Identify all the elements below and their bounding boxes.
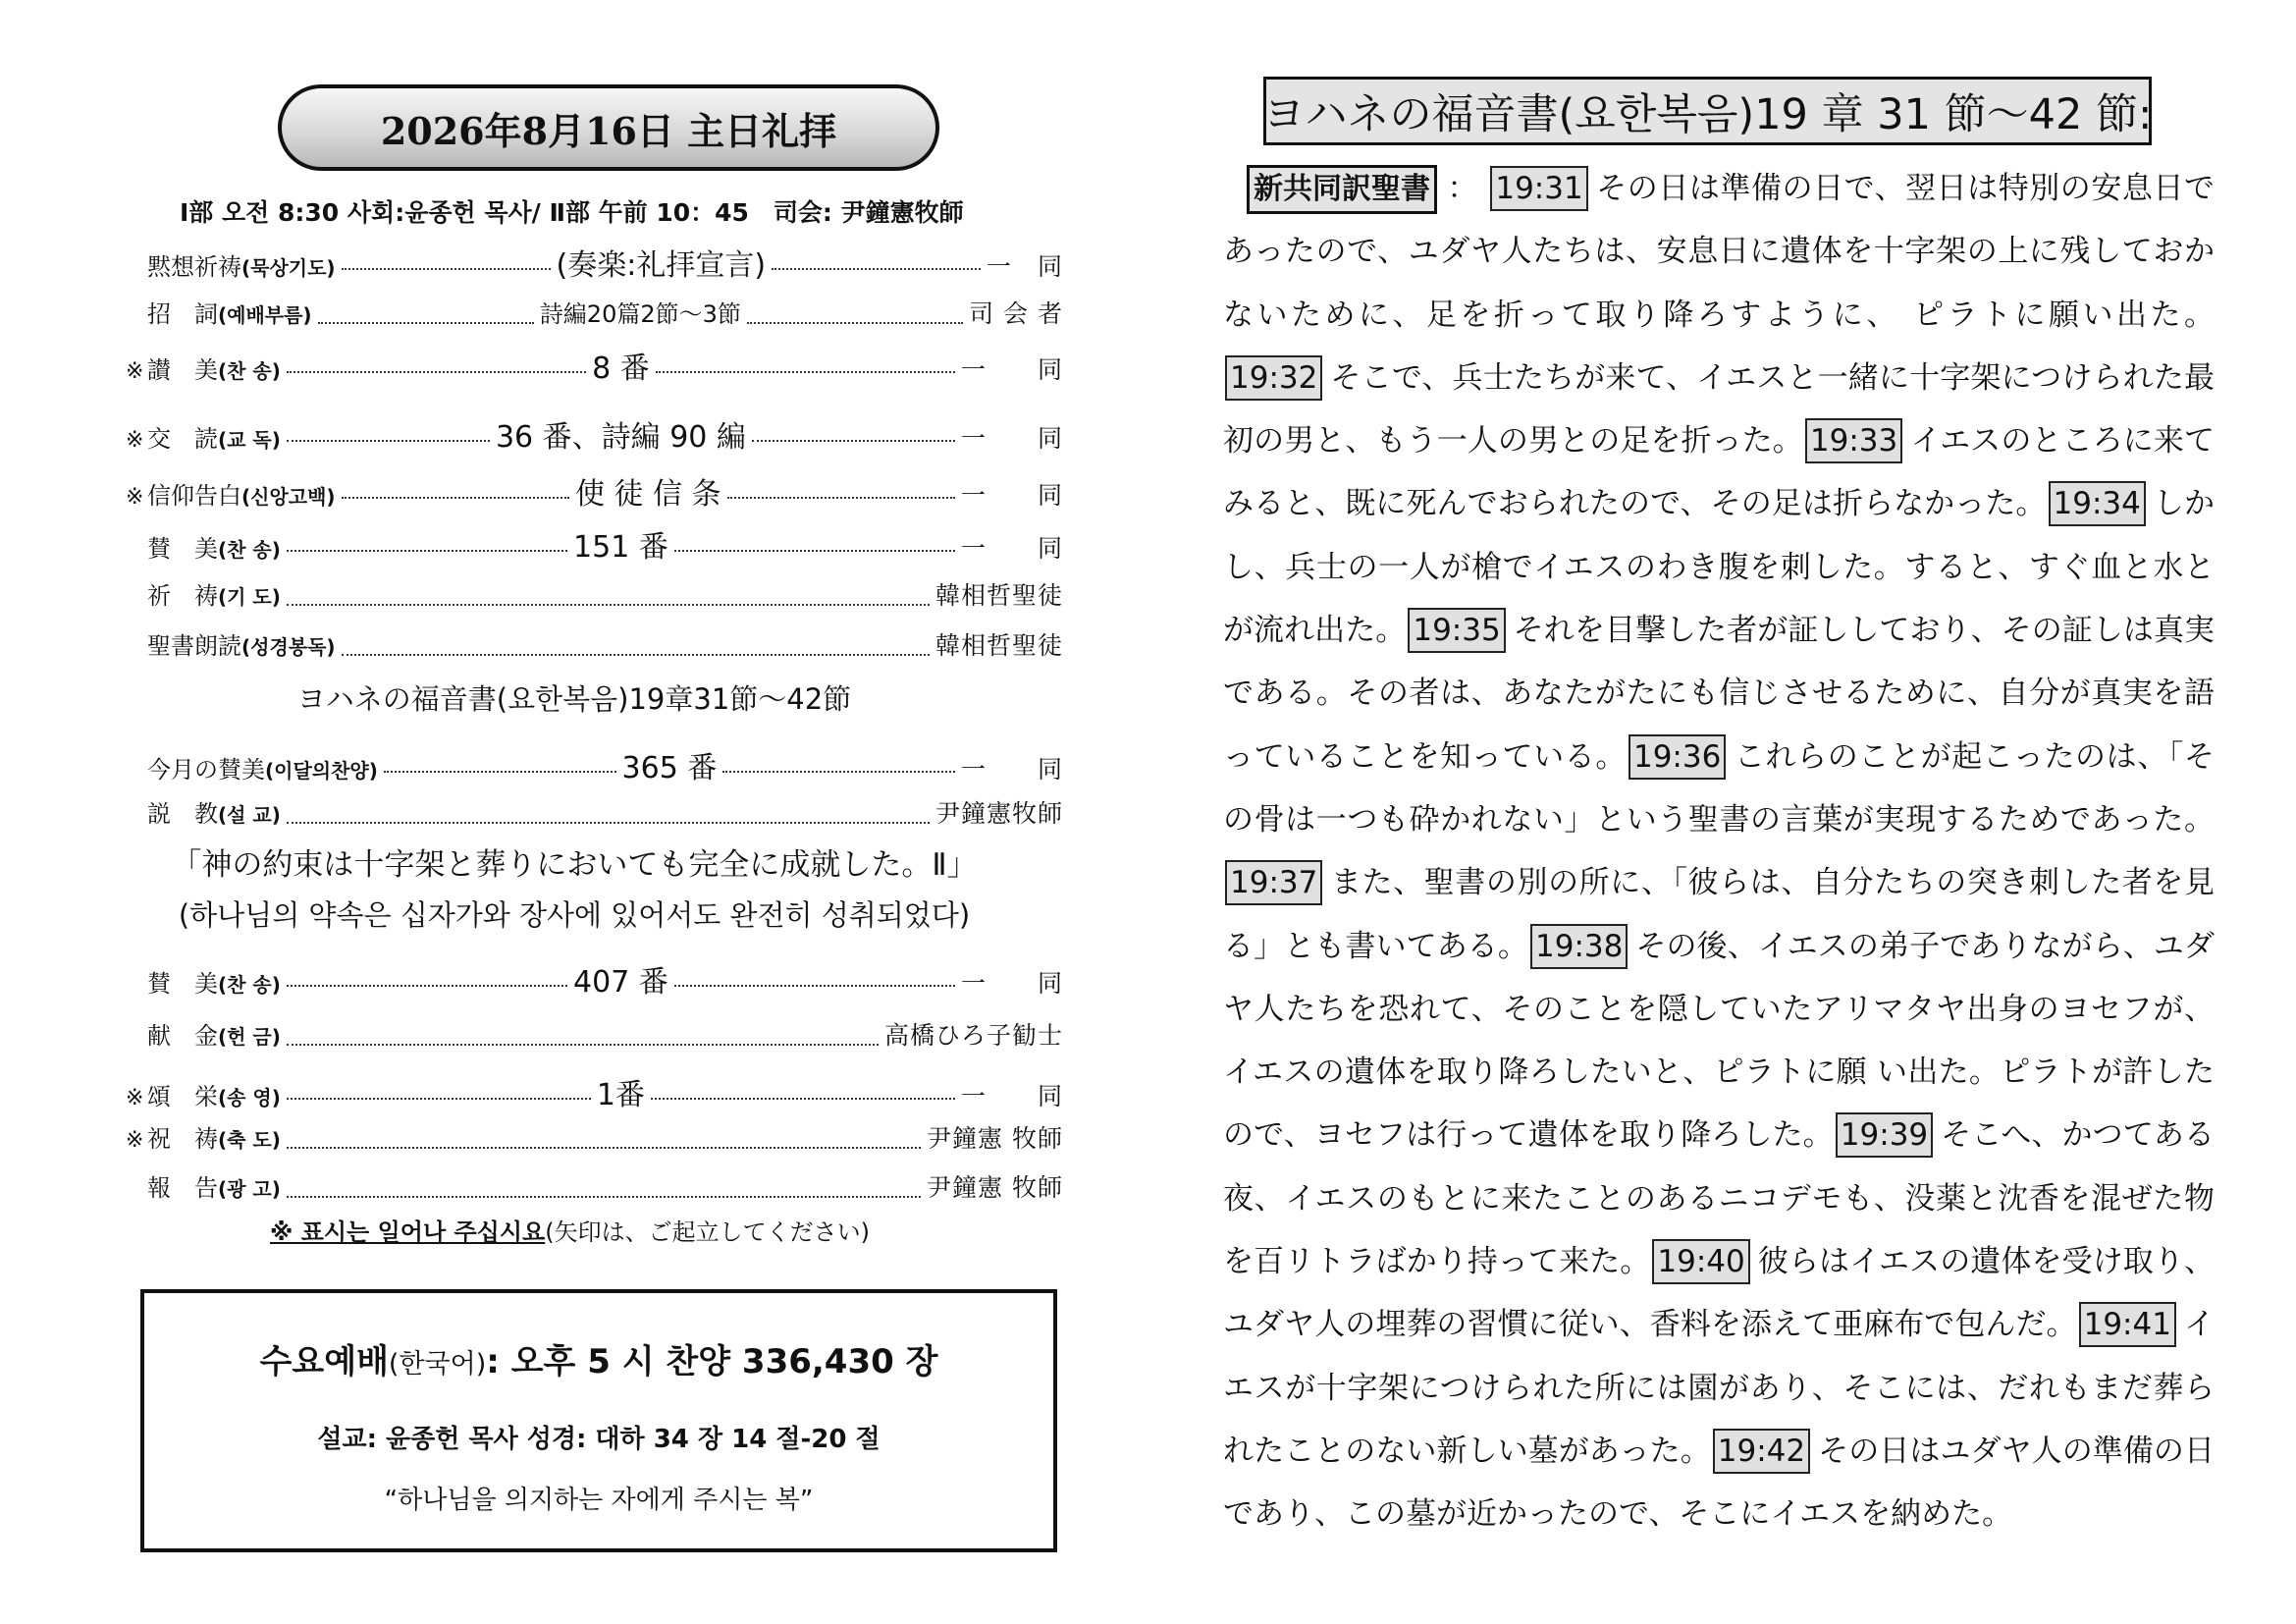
order-item-ko: (묵상기도) [241,256,336,280]
verse-text: しかし、兵士の一人が槍でイエスのわき腹を刺した。すると、すぐ血と水とが流れ出た。 [1223,486,2215,649]
order-row [126,626,1063,666]
order-detail: 詩編20篇2節～3節 [539,300,741,328]
leader-dots [747,321,963,324]
wednesday-time: : 오후 5 시 찬양 336,430 장 [486,1342,938,1381]
verse-number: 19:39 [1836,1112,1933,1158]
verse-number: 19:37 [1225,860,1322,905]
order-leader: 一 同 [961,755,1064,784]
order-leader: 尹鐘憲牧師 [934,799,1063,828]
verse-text: その日は準備の日で、翌日は特別の安息日であったので、ユダヤ人たちは、安息日に遺体を十字架の上に残しておかないために、足を折って取り降ろすように、 ピラトに願い出た。 [1223,171,2215,333]
order-item-ko: (신앙고백) [241,485,336,509]
order-detail: 8 番 [592,352,650,386]
order-row [126,295,1063,334]
order-item [147,794,281,829]
leader-dots [772,267,981,270]
order-row [126,1168,1063,1208]
verse-number: 19:38 [1530,924,1628,969]
order-item [147,1077,281,1111]
wednesday-heading [144,1334,1053,1382]
order-item-jp: 報 告 [147,1174,218,1202]
order-item [147,1119,281,1154]
order-detail: 1番 [596,1078,645,1112]
order-leader: 一 同 [960,1082,1063,1110]
order-detail: 使 徒 信 条 [574,477,721,512]
verse-text: イエスが十字架につけられた所には園があり、そこには、だれもまだ葬られたことのない新しい墓があった。 [1223,1307,2216,1469]
leader-dots [651,1097,955,1100]
order-item-ko: (찬 송) [218,538,281,562]
verse-text: その日はユダヤ人の準備の日であり、この墓が近かったので、そこにイエスを納めた。 [1223,1433,2215,1533]
order-leader: 一 同 [961,969,1064,998]
verse-number: 19:31 [1490,166,1587,211]
order-leader: 司 会 者 [969,299,1064,328]
leader-dots [287,439,490,442]
standing-note-ko: ※ 표시는 일어나 주십시요 [270,1218,546,1246]
order-detail: (奏楽:礼拝宣言) [556,248,767,283]
leader-dots [722,770,955,773]
order-row [126,794,1063,834]
wednesday-theme: “하나님을 의지하는 자에게 주시는 복” [384,1486,814,1515]
order-row [126,469,1063,512]
order-item [147,964,281,999]
passage-title [1263,77,2152,145]
verse-number: 19:36 [1629,734,1726,780]
order-row [126,344,1063,386]
order-item-ko: (찬 송) [218,973,281,997]
order-row [126,743,1063,783]
order-item [147,1168,281,1203]
order-leader: 一 同 [960,481,1063,510]
order-item-ko: (찬 송) [218,359,281,383]
service-title-text: 2026年8月16日 主日礼拝 [380,108,837,153]
order-row [126,412,1063,455]
standing-note-jp: (矢印は、ご起立してください) [545,1218,870,1246]
order-item [147,529,281,564]
order-detail: 407 番 [573,965,668,1000]
wednesday-title: 수요예배 [259,1342,389,1381]
order-item [147,476,336,511]
order-leader: 高橋ひろ子勧士 [883,1021,1063,1050]
order-row [126,1070,1063,1110]
verse-number: 19:42 [1713,1429,1810,1474]
order-item [147,1016,281,1051]
verse-number: 19:35 [1408,608,1505,653]
service-title [278,84,939,171]
order-leader: 韓相哲聖徒 [934,631,1063,660]
verse-number: 19:40 [1652,1239,1749,1284]
order-item-jp: 説 教 [147,800,218,828]
order-row [126,522,1064,565]
verse-text: それを目撃した者が証ししており、その証しは真実である。その者は、あなたがたにも信じさせるために、自分が真実を語っていることを知っている。 [1223,613,2215,775]
service-times: Ⅰ部 오전 8:30 사회:윤종헌 목사/ Ⅱ部 午前 10：45 司会: 尹鐘憲牧師 [180,198,964,227]
order-leader: 尹鐘憲 牧師 [927,1124,1063,1153]
verse-text: そこで、兵士たちが来て、イエスと一緒に十字架につけられた最初の男と、もう一人の男との足を折った。 [1223,359,2215,460]
verse-number: 19:33 [1805,418,1902,463]
leader-dots [752,439,955,442]
wednesday-lang: (한국어) [388,1349,487,1380]
order-item-jp: 献 金 [147,1022,218,1050]
leader-dots [287,549,567,552]
leader-dots [384,770,616,773]
right-page [1148,0,2296,1624]
order-item [147,247,336,282]
leader-dots [318,321,534,324]
stand-mark: ※ [126,485,144,510]
order-item-ko: (설 교) [218,803,281,827]
verse-text: その後、イエスの弟子でありながら、ユダヤ人たちを恐れて、そのことを隠していたアリマタヤ出身のヨセフが、イエスの遺体を取り降ろしたいと、ピラトに願 い出た。ピラトが許したので、ヨセフは行って遺体を取り降ろした。 [1223,928,2215,1154]
order-item [147,419,281,454]
leader-dots [342,267,551,270]
leader-dots [674,984,955,987]
order-row [126,957,1064,1000]
order-detail: 151 番 [573,530,668,565]
order-leader: 韓相哲聖徒 [934,581,1063,610]
passage-title-text: ヨハネの福音書(요한복음)19 章 31 節～42 節: [1262,89,2153,139]
order-leader: 一 同 [960,424,1063,453]
order-leader: 一 同 [960,355,1063,384]
order-row [126,1119,1063,1159]
order-item-jp: 賛 美 [147,970,218,998]
order-item-jp: 聖書朗読 [147,632,241,660]
order-item-jp: 讃 美 [147,356,218,384]
stand-mark: ※ [126,359,144,384]
order-item-jp: 黙想祈祷 [147,253,241,281]
leader-dots [287,603,930,606]
order-item-ko: (성경봉독) [241,635,336,659]
stand-mark: ※ [126,1128,144,1153]
order-item [147,626,336,661]
verse-text: 彼らはイエスの遺体を受け取り、ユダヤ人の埋葬の習慣に従い、香料を添えて亜麻布で包んだ。 [1223,1244,2216,1343]
standing-note [270,1213,870,1247]
order-item-ko: (이달의찬양) [265,759,378,783]
verse-text: また、聖書の別の所に、「彼らは、自分たちの突き刺した者を見る」とも書いてある。 [1223,865,2215,964]
leader-dots [674,549,955,552]
order-item-jp: 祈 祷 [147,582,218,610]
order-item-ko: (교 독) [218,428,281,452]
translation-label: 新共同訳聖書 [1247,165,1437,214]
leader-dots [287,1195,921,1198]
translation-separator: ： [1447,171,1478,206]
order-item [147,750,378,785]
order-item-ko: (송 영) [218,1086,281,1110]
verse-text: イエスのところに来てみると、既に死んでおられたので、その足は折らなかった。 [1223,423,2216,522]
verse-number: 19:34 [2049,481,2146,526]
leader-dots [287,821,930,824]
sermon-title-ko: (하나님의 약속은 십자가와 장사에 있어서도 완전히 성취되었다) [178,898,971,932]
verse-text: これらのことが起こったのは、「その骨は一つも砕かれない」という聖書の言葉が実現するためであった。 [1223,738,2215,838]
order-detail: 365 番 [621,751,718,785]
order-item-jp: 祝 祷 [147,1125,218,1153]
order-row [126,1016,1063,1056]
wednesday-sermon: 설교: 윤종헌 목사 성경: 대하 34 장 14 절-20 절 [317,1425,881,1454]
leader-dots [287,1043,879,1046]
leader-dots [342,496,569,499]
stand-mark: ※ [126,428,144,453]
leader-dots [727,496,955,499]
leader-dots [656,370,955,373]
order-detail: 36 番、詩編 90 編 [495,420,746,455]
leader-dots [287,1097,591,1100]
order-item-jp: 頌 栄 [147,1083,218,1110]
stand-mark: ※ [126,1086,144,1110]
verse-text: そこへ、かつてある夜、イエスのもとに来たことのあるニコデモも、没薬と沈香を混ぜた物を百リトラばかり持って来た。 [1223,1117,2215,1280]
order-item [147,576,281,611]
order-item [147,351,281,385]
order-item-ko: (헌 금) [218,1025,281,1049]
order-item-ko: (예배부름) [218,303,312,327]
order-item-ko: (광 고) [218,1177,281,1201]
order-item-jp: 今月の賛美 [147,756,265,784]
leader-dots [287,984,567,987]
order-item-ko: (축 도) [218,1128,281,1152]
verse-number: 19:41 [2079,1302,2176,1347]
passage-body [1223,157,2215,1546]
verse-number: 19:32 [1225,355,1322,401]
order-item-jp: 交 読 [147,425,218,453]
order-leader: 一 同 [986,252,1063,281]
order-item-jp: 信仰告白 [147,482,241,510]
order-item-jp: 賛 美 [147,535,218,563]
scripture-reference: ヨハネの福音書(요한복음)19章31節～42節 [296,682,852,716]
order-item [147,295,312,329]
order-leader: 尹鐘憲 牧師 [927,1173,1063,1202]
leader-dots [287,1146,921,1149]
order-row [126,241,1063,283]
verse-list [1223,171,2215,1532]
leader-dots [342,653,930,656]
wednesday-service-box [140,1289,1057,1552]
sermon-title-jp: 「神の約束は十字架と葬りにおいても完全に成就した。Ⅱ」 [171,847,978,883]
order-item-jp: 招 詞 [147,300,218,328]
order-row [126,576,1063,616]
order-item-ko: (기 도) [218,585,281,609]
order-leader: 一 同 [961,534,1064,563]
leader-dots [287,370,586,373]
